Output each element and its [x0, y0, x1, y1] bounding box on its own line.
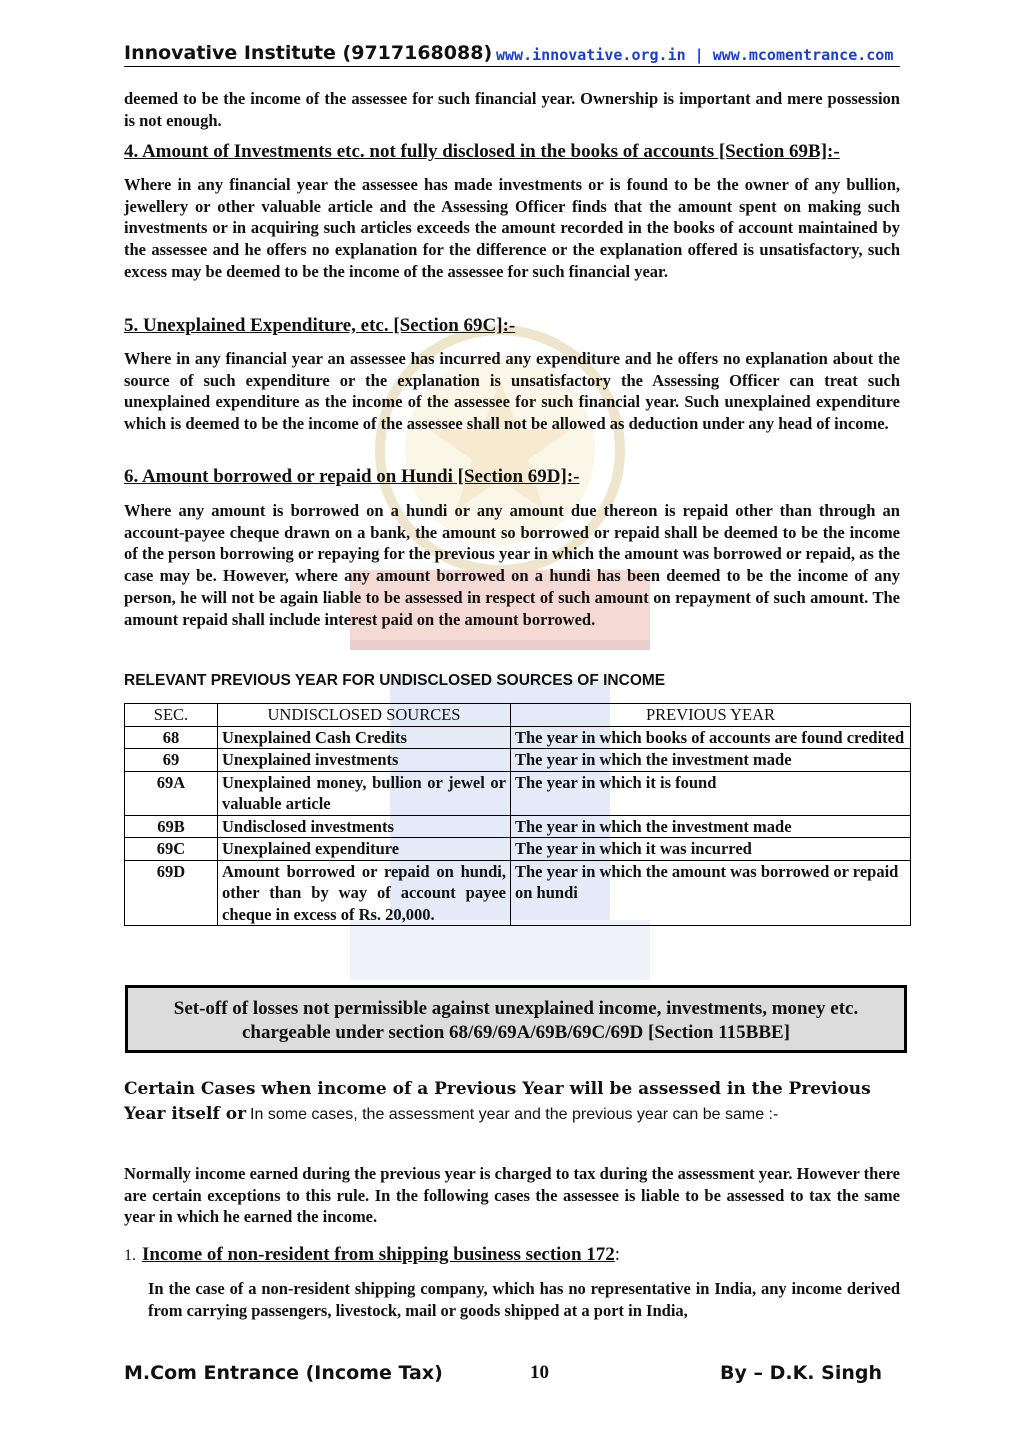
cell-sec: 69D — [125, 860, 218, 926]
cell-source: Undisclosed investments — [218, 815, 511, 838]
section-69b-heading: 4. Amount of Investments etc. not fully disclosed in the books of accounts [Section 69B]:- — [124, 141, 840, 162]
table-row — [125, 860, 911, 926]
cell-year: The year in which the amount was borrowed or repaid on hundi — [511, 860, 911, 926]
header-previous-year: PREVIOUS YEAR — [511, 704, 911, 727]
table-row — [125, 726, 911, 749]
table-header-row — [125, 704, 911, 727]
normally-paragraph: Normally income earned during the previous year is charged to tax during the assessment year. However there are certain exceptions to this rule. In the following cases the assessee is liable to be assessed to tax the same year in which he earned the income. — [124, 1164, 900, 1227]
section-69c-body: Where in any financial year an assessee has incurred any expenditure and he offers no explanation about the source of such expenditure or the explanation is unsatisfactory the Assessing Officer can treat such unexplained expenditure as the income of the assessee for such financial year. Such unexplained expenditure which is deemed to be the income of the assessee shall not be allowed as deduction under any head of income. — [124, 349, 900, 434]
section-69d-heading: 6. Amount borrowed or repaid on Hundi [Section 69D]:- — [124, 466, 580, 487]
setoff-line-1: Set-off of losses not permissible against unexplained income, investments, money etc. — [173, 998, 859, 1019]
cell-sec: 69A — [125, 771, 218, 815]
website-links[interactable]: www.innovative.org.in | www.mcomentrance.com — [496, 46, 894, 64]
table-row — [125, 771, 911, 815]
table-row — [125, 815, 911, 838]
item-1-body: In the case of a non-resident shipping company, which has no representative in India, any income derived from carrying passengers, livestock, mail or goods shipped at a port in India, — [148, 1279, 900, 1320]
cell-source: Unexplained money, bullion or jewel or valuable article — [218, 771, 511, 815]
page-footer — [124, 1362, 900, 1388]
cell-year: The year in which the investment made — [511, 749, 911, 772]
certain-cases-heading — [124, 1077, 900, 1127]
cell-sec: 69B — [125, 815, 218, 838]
cell-source: Unexplained expenditure — [218, 838, 511, 861]
cell-year: The year in which books of accounts are found credited — [511, 726, 911, 749]
section-69d-body: Where any amount is borrowed on a hundi or any amount due thereon is repaid other than through an account-payee cheque drawn on a bank, the amount so borrowed or repaid shall be deemed to be the income of the person borrowing or repaying for the previous year in which the amount was borrowed or repaid, as the case may be. However, where any amount borrowed on a hundi has been deemed to be the income of any person, he will not be again liable to be assessed in respect of such amount on repayment of such amount. The amount repaid shall include interest paid on the amount borrowed. — [124, 501, 900, 629]
cell-year: The year in which the investment made — [511, 815, 911, 838]
cell-year: The year in which it was incurred — [511, 838, 911, 861]
cell-sec: 69C — [125, 838, 218, 861]
table-row — [125, 749, 911, 772]
header-sec: SEC. — [125, 704, 218, 727]
page-number: 10 — [530, 1362, 549, 1383]
footer-author: By – D.K. Singh — [720, 1362, 882, 1384]
undisclosed-sources-table — [124, 703, 911, 926]
cell-year: The year in which it is found — [511, 771, 911, 815]
item-1-colon: : — [614, 1244, 621, 1265]
cell-sec: 68 — [125, 726, 218, 749]
page-header — [124, 42, 900, 67]
item-1-title: Income of non-resident from shipping business section 172 — [142, 1244, 615, 1265]
setoff-notice-box — [125, 985, 907, 1053]
setoff-line-2: chargeable under section 68/69/69A/69B/69C/69D [Section 115BBE] — [241, 1022, 790, 1043]
cell-source: Amount borrowed or repaid on hundi, other than by way of account payee cheque in excess of Rs. 20,000. — [218, 860, 511, 926]
item-1-number: 1. — [124, 1247, 136, 1264]
section-69c-heading: 5. Unexplained Expenditure, etc. [Section 69C]:- — [124, 315, 516, 336]
cell-source: Unexplained Cash Credits — [218, 726, 511, 749]
item-1-heading — [124, 1244, 620, 1266]
cell-source: Unexplained investments — [218, 749, 511, 772]
section-69b-body: Where in any financial year the assessee has made investments or is found to be the owner of any bullion, jewellery or other valuable article and the Assessing Officer finds that the amount spent on making such investments or in acquiring such articles exceeds the amount recorded in the books of account maintained by the assessee and he offers no explanation for the difference or the explanation offered is unsatisfactory, such excess may be deemed to be the income of the assessee for such financial year. — [124, 175, 900, 281]
table-title: RELEVANT PREVIOUS YEAR FOR UNDISCLOSED SOURCES OF INCOME — [124, 672, 666, 689]
institute-name: Innovative Institute (9717168088) — [124, 42, 493, 64]
header-sources: UNDISCLOSED SOURCES — [218, 704, 511, 727]
table-row — [125, 838, 911, 861]
intro-paragraph: deemed to be the income of the assessee for such financial year. Ownership is important and mere possession is not enough. — [124, 89, 900, 130]
cell-sec: 69 — [125, 749, 218, 772]
footer-course: M.Com Entrance (Income Tax) — [124, 1362, 443, 1384]
certain-cases-bold: Certain Cases when income of a Previous Year will be assessed in the Previous Year itself or — [124, 1079, 871, 1124]
certain-cases-rest: In some cases, the assessment year and the previous year can be same :- — [250, 1106, 779, 1123]
